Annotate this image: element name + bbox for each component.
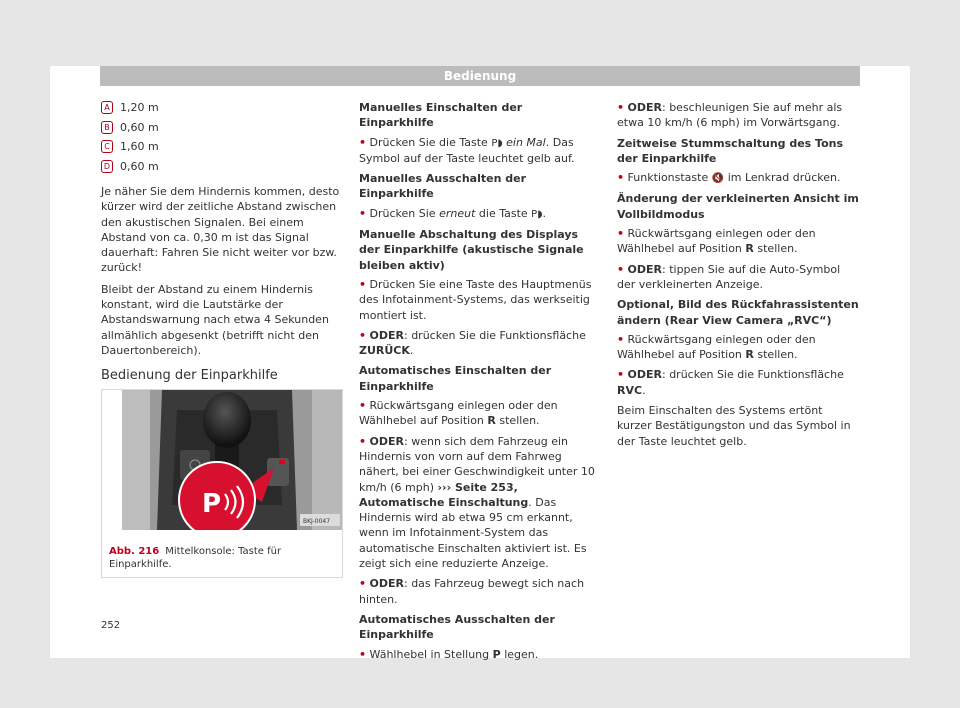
bullet-item: • ODER: wenn sich dem Fahrzeug ein Hindernis von vorn auf dem Fahrweg nähert, bei einer Geschwindigkeit unter 10 km/h (6 mph) ››› Seite 253, Automatische Einschaltung. Das Hindernis wird ab etwa 95 cm erkannt, wenn im Infotainment-System das automatische Einschalten aktiviert ist. Es zeigt sich eine reduzierte Anzeige. bbox=[359, 434, 595, 571]
bullet-item: • ODER: beschleunigen Sie auf mehr als etwa 10 km/h (6 mph) im Vorwärtsgang. bbox=[617, 101, 843, 130]
subheading: Automatisches Ausschalten der Einparkhilfe bbox=[359, 612, 555, 642]
bullet-dot-icon: • bbox=[359, 135, 367, 149]
legend-item bbox=[101, 100, 341, 120]
parking-button-label: P bbox=[202, 489, 222, 519]
bullet-item: • Drücken Sie eine Taste des Hauptmenüs des Infotainment-Systems, das werkseitig montiert ist. bbox=[359, 277, 592, 322]
bullet-item: • Rückwärtsgang einlegen oder den Wählhebel auf Position R stellen. bbox=[359, 399, 558, 428]
subheading: Änderung der verkleinerten Ansicht im Vollbildmodus bbox=[617, 192, 859, 221]
subheading: Manuelles Einschalten der Einparkhilfe bbox=[359, 101, 523, 130]
column-left bbox=[101, 100, 341, 394]
figure-caption bbox=[109, 545, 335, 571]
parking-symbol-icon: P◗ bbox=[491, 137, 503, 149]
legend-value: 0,60 m bbox=[120, 159, 159, 173]
column-middle bbox=[359, 100, 599, 667]
bullet-dot-icon: • bbox=[617, 101, 625, 114]
body-paragraph: Je näher Sie dem Hindernis kommen, desto kürzer wird der zeitliche Abstand zwischen den akustischen Signalen. Bei einem Abstand von ca. 0,30 m ist das Signal dauerhaft: Fahren Sie nicht weiter vor bzw. zurück! bbox=[101, 185, 340, 275]
bullet-item: • Rückwärtsgang einlegen oder den Wählhebel auf Position R stellen. bbox=[617, 332, 816, 362]
body-paragraph: Bleibt der Abstand zu einem Hindernis konstant, wird die Lautstärke der Abstandswarnung nach etwa 4 Sekunden allmählich abgesenkt (betrifft nicht den Dauertonbereich). bbox=[101, 282, 329, 357]
caption-text: Mittelkonsole: Taste für Einparkhilfe. bbox=[109, 546, 282, 570]
legend-value: 1,60 m bbox=[120, 140, 159, 153]
bullet-dot-icon: • bbox=[617, 227, 625, 241]
subheading: Manuelle Abschaltung des Displays der Einparkhilfe (akustische Signale bleiben aktiv) bbox=[359, 228, 584, 272]
legend-badge: A bbox=[101, 101, 113, 114]
bullet-item: • Wählhebel in Stellung P legen. bbox=[359, 647, 539, 661]
subheading: Manuelles Ausschalten der Einparkhilfe bbox=[359, 172, 526, 201]
console-photo bbox=[122, 390, 342, 530]
page-reference-link[interactable]: ››› Seite 253, Automatische Einschaltung bbox=[359, 480, 529, 509]
figure-code: BKJ-0047 bbox=[303, 518, 331, 525]
column-right bbox=[617, 100, 860, 455]
bullet-item: • ODER: drücken Sie die Funktionsfläche RVC. bbox=[617, 368, 844, 397]
console-illustration bbox=[122, 390, 342, 530]
parking-symbol-icon: P◗ bbox=[531, 208, 543, 220]
legend-item bbox=[101, 159, 341, 179]
legend-badge: D bbox=[101, 160, 113, 173]
legend-value: 0,60 m bbox=[120, 120, 159, 134]
bullet-item: • Drücken Sie die Taste P◗ ein Mal. Das Symbol auf der Taste leuchtet gelb auf. bbox=[359, 135, 575, 165]
bullet-dot-icon: • bbox=[359, 399, 367, 413]
bullet-dot-icon: • bbox=[359, 577, 367, 591]
caption-label: Abb. 216 bbox=[109, 546, 160, 557]
legend-badge: C bbox=[101, 140, 113, 153]
subheading: Optional, Bild des Rückfahrassistenten ändern (Rear View Camera „RVC“) bbox=[617, 298, 859, 327]
bullet-item: • Rückwärtsgang einlegen oder den Wählhebel auf Position R stellen. bbox=[617, 227, 816, 256]
bullet-item: • ODER: tippen Sie auf die Auto-Symbol der verkleinerten Anzeige. bbox=[617, 262, 841, 291]
bullet-dot-icon: • bbox=[617, 332, 625, 346]
legend-value: 1,20 m bbox=[120, 101, 159, 114]
bullet-dot-icon: • bbox=[359, 277, 367, 291]
bullet-item: • ODER: das Fahrzeug bewegt sich nach hinten. bbox=[359, 577, 585, 606]
figure bbox=[101, 389, 343, 578]
mute-sound-icon: 🔇 bbox=[711, 173, 725, 185]
bullet-dot-icon: • bbox=[617, 368, 625, 382]
bullet-item: • ODER: drücken Sie die Funktionsfläche ZURÜCK. bbox=[359, 328, 586, 358]
legend-item bbox=[101, 139, 341, 159]
legend-badge: B bbox=[101, 121, 113, 134]
page-number: 252 bbox=[101, 620, 121, 631]
page-header: Bedienung bbox=[100, 66, 860, 86]
bullet-item: • Funktionstaste 🔇 im Lenkrad drücken. bbox=[617, 171, 841, 185]
section-title: Bedienung der Einparkhilfe bbox=[101, 368, 341, 393]
bullet-dot-icon: • bbox=[359, 647, 367, 661]
bullet-dot-icon: • bbox=[359, 328, 367, 342]
legend-item bbox=[101, 120, 341, 140]
subheading: Zeitweise Stummschaltung des Tons der Einparkhilfe bbox=[617, 136, 844, 165]
bullet-dot-icon: • bbox=[359, 206, 367, 220]
bullet-dot-icon: • bbox=[617, 262, 625, 276]
bullet-dot-icon: • bbox=[617, 171, 625, 185]
body-paragraph: Beim Einschalten des Systems ertönt kurzer Bestätigungston und das Symbol in der Taste leuchtet gelb. bbox=[617, 404, 851, 448]
bullet-item: • Drücken Sie erneut die Taste P◗. bbox=[359, 206, 546, 220]
bullet-dot-icon: • bbox=[359, 434, 367, 448]
subheading: Automatisches Einschalten der Einparkhilfe bbox=[359, 364, 552, 393]
